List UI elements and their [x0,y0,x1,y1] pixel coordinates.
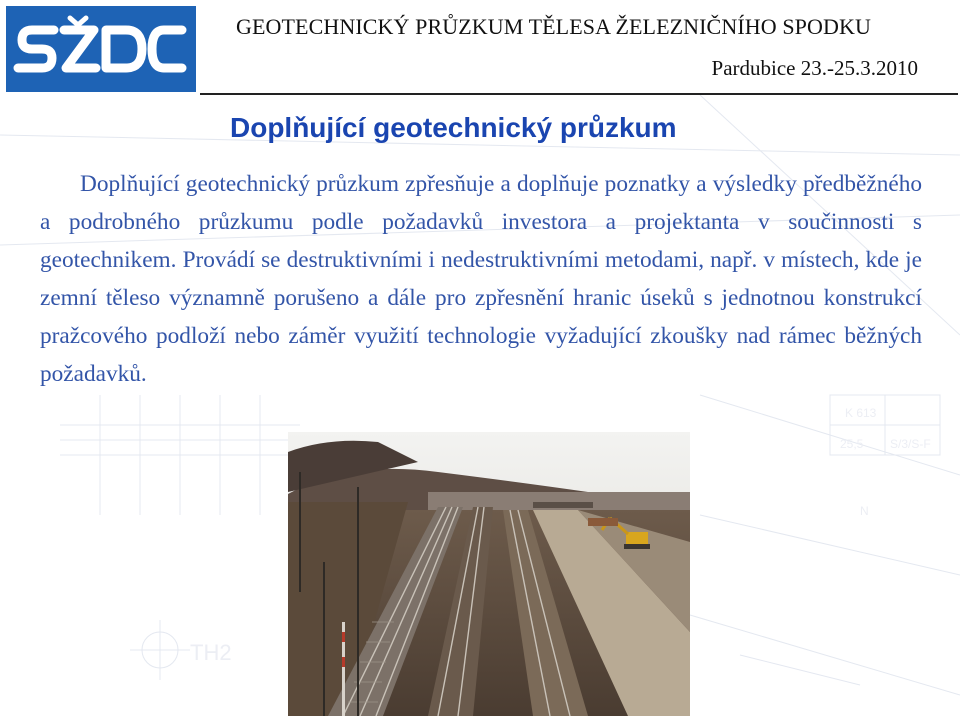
body-paragraph [40,165,922,394]
header-divider [200,93,958,95]
svg-text:K 613: K 613 [845,406,877,420]
svg-text:S/3/S-F: S/3/S-F [890,437,931,451]
presentation-title: GEOTECHNICKÝ PRŮZKUM TĚLESA ŽELEZNIČNÍHO SPODKU [236,14,871,39]
slide-title: Doplňující geotechnický průzkum [230,112,677,143]
svg-text:25,5: 25,5 [840,437,864,451]
svg-text:TH2: TH2 [190,640,232,665]
szdc-logo [6,6,196,92]
body-paragraph-text: Doplňující geotechnický průzkum zpřesňuje a doplňuje poznatky a výsledky předběžného a podrobného průzkumu podle požadavků investora a projektanta v součinnosti s geotechnikem. Provádí se destruktivními i nedestruktivními metodami, např. v místech, kde je zemní těleso významně porušeno a dále pro zpřesnění hranic úseků s jednotnou konstrukcí pražcového podloží nebo záměr využití technologie vyžadující zkoušky nad rámec běžných požadavků. [40,171,922,388]
railway-photo [288,432,690,716]
svg-text:N: N [860,504,869,518]
conference-date: Pardubice 23.-25.3.2010 [711,56,918,80]
